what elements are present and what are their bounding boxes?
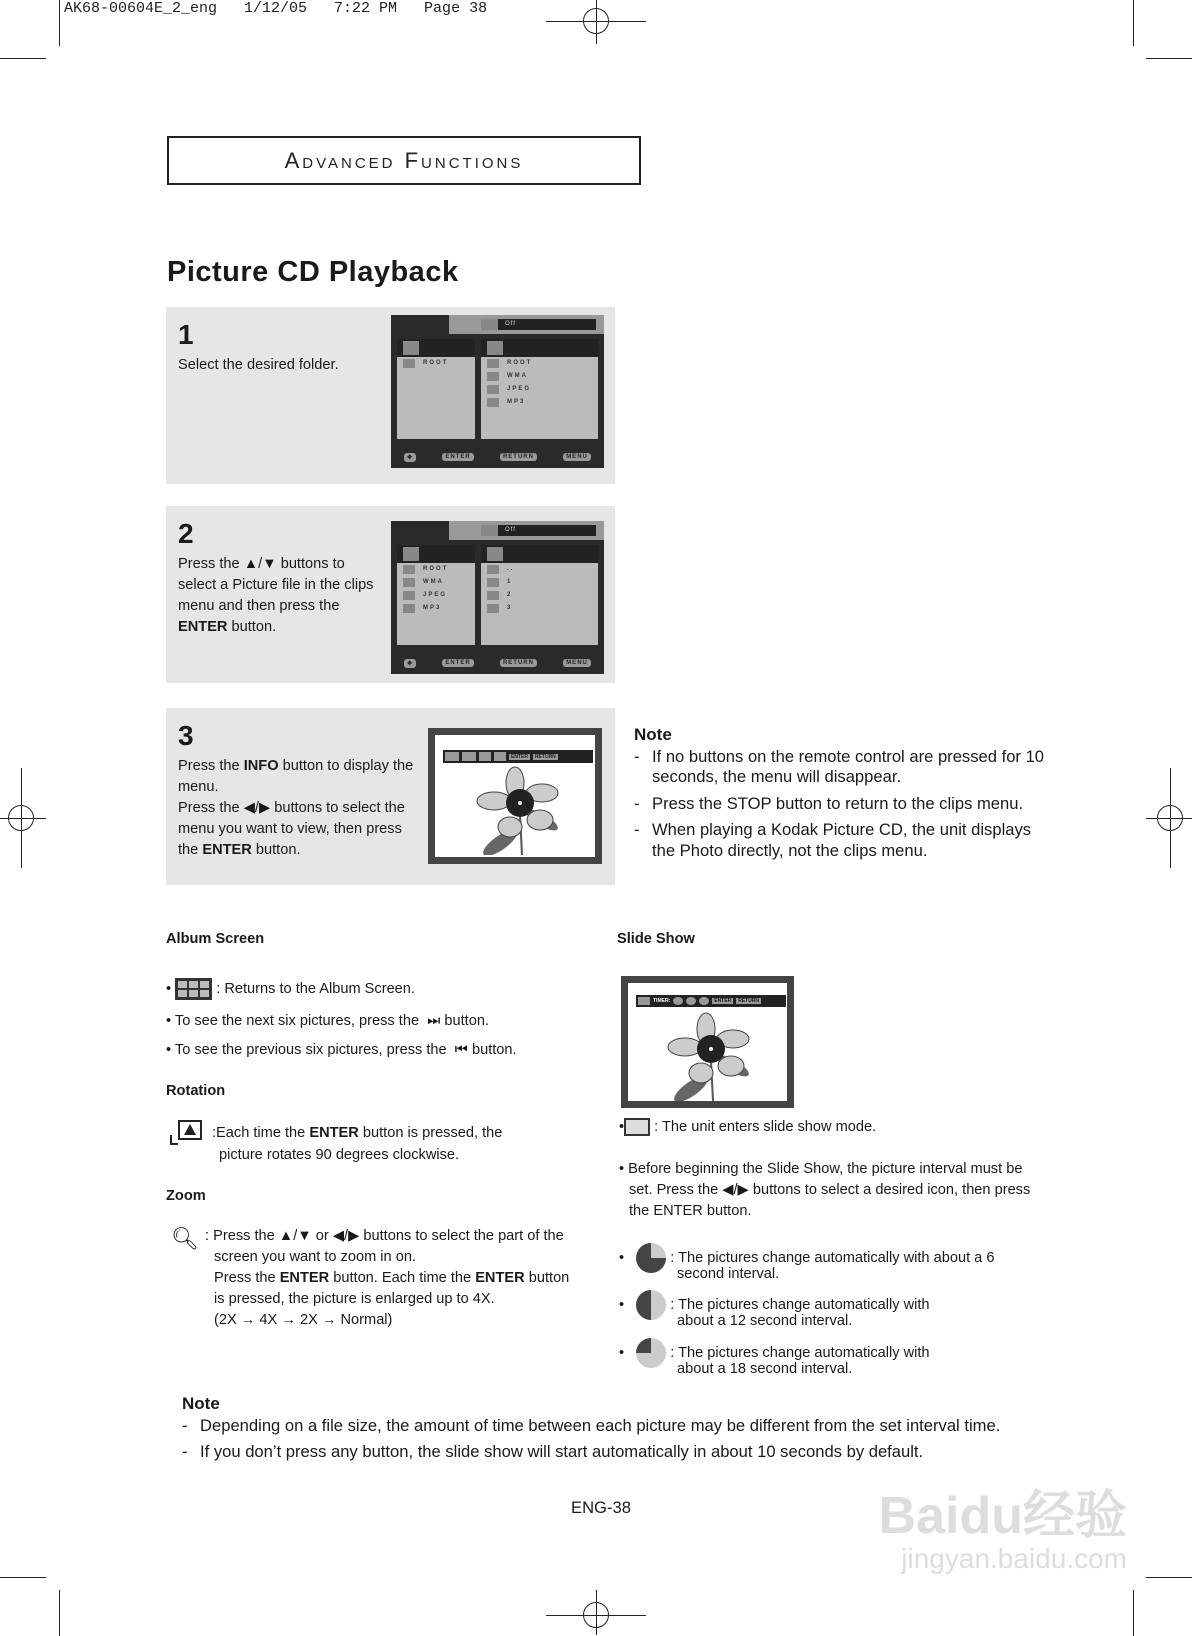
timer-text: about a 12 second interval. (677, 1313, 853, 1329)
rotation-text: :Each time the ENTER button is pressed, the (212, 1125, 503, 1141)
folder-item[interactable]: WMA (397, 576, 475, 589)
slideshow-icon[interactable] (494, 752, 506, 761)
step-3 (166, 708, 615, 885)
rotation-text: picture rotates 90 degrees clockwise. (219, 1147, 460, 1163)
crop-mark (1146, 1577, 1192, 1578)
note-item: - Press the STOP button to return to the clips menu. (634, 794, 1054, 815)
note-item: - Depending on a file size, the amount of time between each picture may be different from the set interval time. (182, 1416, 1062, 1437)
return-key: RETURN (500, 659, 537, 667)
direction-pad-icon: ✥ (404, 659, 416, 668)
disc-icon (403, 341, 419, 355)
step-1 (166, 307, 615, 484)
timer-item: • : The pictures change automatically with (619, 1338, 930, 1368)
disc-icon (403, 547, 419, 561)
speaker-icon (487, 341, 503, 355)
enter-key: ENTER (714, 998, 732, 1004)
folder-item[interactable]: JPEG (397, 589, 475, 602)
zoom-icon[interactable] (479, 752, 491, 761)
zoom-text: (2X → 4X → 2X → Normal) (214, 1312, 393, 1328)
flower-image (470, 765, 570, 855)
file-menu-screen (391, 521, 604, 674)
repeat-icon (481, 319, 498, 330)
crop-mark (1170, 768, 1171, 868)
crop-mark (0, 58, 46, 59)
step-number: 3 (178, 720, 194, 751)
folder-item[interactable]: MP3 (397, 602, 475, 615)
crop-mark (1146, 58, 1192, 59)
return-key: RETURN (738, 998, 760, 1004)
menu-key: MENU (563, 659, 591, 667)
timer-6s-icon (636, 1243, 666, 1273)
repeat-icon (481, 525, 498, 536)
slide-show-heading: Slide Show (617, 931, 695, 947)
timer-label: TIMER: (653, 998, 671, 1004)
timer-12s-icon (636, 1290, 666, 1320)
timer-text: second interval. (677, 1266, 780, 1282)
step-2 (166, 506, 615, 683)
folder-item[interactable]: ROOT (397, 357, 475, 370)
album-item: • To see the previous six pictures, press the ⏮ button. (166, 1042, 517, 1058)
print-slug: AK68-00604E_2_eng 1/12/05 7:22 PM Page 38 (64, 0, 488, 17)
crop-mark (596, 0, 597, 44)
step-text: Select the desired folder. (178, 357, 339, 373)
rotation-heading: Rotation (166, 1083, 226, 1099)
step-text: Press the ▲/▼ buttons to select a Picture file in the clips menu and then press the ENTER button. (178, 556, 374, 635)
album-grid-icon (175, 978, 212, 1000)
crop-mark (1133, 1590, 1134, 1636)
direction-pad-icon: ✥ (404, 453, 416, 462)
rotate-icon (170, 1117, 210, 1147)
rotate-icon[interactable] (462, 752, 476, 761)
album-icon[interactable] (445, 752, 459, 761)
file-item[interactable]: .. (481, 563, 598, 576)
info-menu-bar (443, 750, 593, 763)
slideshow-item: • Before beginning the Slide Show, the picture interval must be set. Press the ◀/▶ buttons to select a desired icon, then press the ENTER button. (619, 1161, 1031, 1219)
crop-mark (59, 1590, 60, 1636)
zoom-heading: Zoom (166, 1188, 206, 1204)
repeat-off: Off (481, 319, 596, 330)
note-bottom (182, 1394, 1062, 1469)
note-heading: Note (634, 725, 672, 744)
slideshow-icon (638, 997, 650, 1005)
crop-mark (1146, 818, 1192, 819)
zoom-text: Press the ENTER button. Each time the ENTER button (214, 1270, 570, 1286)
file-item[interactable]: 3 (481, 602, 598, 615)
section-header: Advanced Functions (167, 136, 641, 185)
timer-item: • : The pictures change automatically with (619, 1290, 930, 1320)
album-item: • : Returns to the Album Screen. (166, 978, 415, 1000)
step-number: 2 (178, 518, 194, 549)
step-text: Press the INFO button to display the menu. Press the ◀/▶ buttons to select the menu you want to view, then press the ENTER button. (178, 758, 414, 858)
file-item[interactable]: 2 (481, 589, 598, 602)
slideshow-bar (636, 995, 786, 1007)
timer-18s-icon (636, 1338, 666, 1368)
timer-text: about a 18 second interval. (677, 1361, 853, 1377)
crop-mark (0, 1577, 46, 1578)
crop-mark (21, 768, 22, 868)
photo-info-screen (428, 728, 602, 864)
repeat-off: Off (481, 525, 596, 536)
folder-item[interactable]: ROOT (481, 357, 598, 370)
crop-mark (0, 818, 46, 819)
note-item: - If you don’t press any button, the slide show will start automatically in about 10 seconds by default. (182, 1442, 1062, 1463)
return-key: RETURN (534, 753, 556, 760)
crop-mark (1133, 0, 1134, 46)
enter-key: ENTER (511, 753, 528, 760)
page-title: Picture CD Playback (167, 256, 459, 288)
crop-mark (59, 0, 60, 46)
timer-12s-icon[interactable] (686, 997, 696, 1005)
flower-image (661, 1011, 761, 1101)
next-icon: ⏭ (423, 1013, 445, 1029)
note-item: - When playing a Kodak Picture CD, the unit displays the Photo directly, not the clips menu. (634, 820, 1054, 861)
slideshow-screen (621, 976, 794, 1108)
folder-item[interactable]: JPEG (481, 383, 598, 396)
folder-menu-screen (391, 315, 604, 468)
file-item[interactable]: 1 (481, 576, 598, 589)
album-screen-heading: Album Screen (166, 931, 265, 947)
zoom-text: : Press the ▲/▼ or ◀/▶ buttons to select the part of the (205, 1228, 564, 1244)
timer-item: • : The pictures change automatically with about a 6 (619, 1243, 994, 1273)
timer-18s-icon[interactable] (699, 997, 709, 1005)
crop-mark (596, 1590, 597, 1635)
folder-item[interactable]: ROOT (397, 563, 475, 576)
folder-item[interactable]: MP3 (481, 396, 598, 409)
page-number: ENG-38 (571, 1498, 631, 1517)
step-number: 1 (178, 319, 194, 350)
zoom-text: screen you want to zoom in on. (214, 1249, 416, 1265)
note-item: - If no buttons on the remote control are pressed for 10 seconds, the menu will disappear. (634, 747, 1054, 788)
enter-key: ENTER (442, 453, 473, 461)
slideshow-icon (624, 1118, 650, 1136)
watermark: Baidu经验 jingyan.baidu.com (878, 1487, 1127, 1574)
enter-key: ENTER (442, 659, 473, 667)
slideshow-item: • : The unit enters slide show mode. (619, 1119, 877, 1135)
magnifier-icon: 🔍︎ (171, 1226, 199, 1251)
note-right (634, 725, 1054, 867)
timer-6s-icon[interactable] (673, 997, 683, 1005)
folder-item[interactable]: WMA (481, 370, 598, 383)
previous-icon: ⏮ (450, 1042, 472, 1058)
zoom-text: is pressed, the picture is enlarged up to 4X. (214, 1291, 495, 1307)
album-item: • To see the next six pictures, press the ⏭ button. (166, 1013, 490, 1029)
speaker-icon (487, 547, 503, 561)
return-key: RETURN (500, 453, 537, 461)
menu-key: MENU (563, 453, 591, 461)
note-heading: Note (182, 1394, 220, 1413)
